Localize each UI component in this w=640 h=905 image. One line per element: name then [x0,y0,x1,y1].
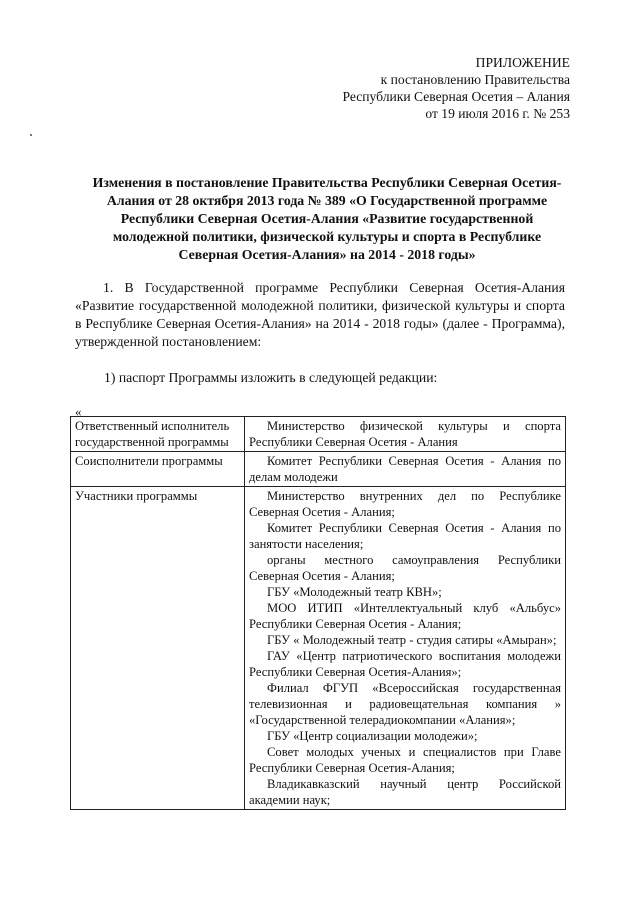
list-item: ГБУ « Молодежный театр - студия сатиры «Амыран»; [267,633,557,647]
row-content [245,417,566,452]
paragraph-1: 1. В Государственной программе Республики Северная Осетия-Алания «Развитие государственной молодежной политики, физической культуры и спорта в Республике Северная Осетия-Алания» на 2014 - 2018 годы» (далее - Программа), утвержденной постановлением: [75,280,565,349]
list-item: Владикавказский научный центр Российской академии наук; [249,777,561,807]
list-item: ГАУ «Центр патриотического воспитания молодежи Республики Северная Осетия-Алания»; [249,649,561,679]
list-item: МОО ИТИП «Интеллектуальный клуб «Альбус» Республики Северная Осетия - Алания; [249,601,561,631]
list-item: органы местного самоуправления Республики Северная Осетия - Алания; [249,553,561,583]
row-label: Участники программы [71,487,245,810]
list-item: Комитет Республики Северная Осетия - Алания по делам молодежи [249,454,561,484]
row-label: Ответственный исполнитель государственной программы [71,417,245,452]
opening-quote: « [75,404,82,419]
appendix-date-number: от 19 июля 2016 г. № 253 [425,106,570,121]
row-content [245,487,566,810]
appendix-header [270,54,570,122]
list-item: ГБУ «Центр социализации молодежи»; [267,729,478,743]
paragraph-2: 1) паспорт Программы изложить в следующей редакции: [104,370,438,385]
list-item: ГБУ «Молодежный театр КВН»; [267,585,442,599]
table-row [71,487,566,810]
document-title: Изменения в постановление Правительства Республики Северная Осетия-Алания от 28 октября 2013 года № 389 «О Государственной программе Республики Северная Осетия-Алания «Развитие государственной молодежной политики, физической культуры и спорта в Республике Северная Осетия-Алания» на 2014 - 2018 годы» [92,175,562,262]
appendix-republic: Республики Северная Осетия – Алания [342,89,570,104]
scan-speck [30,134,32,136]
list-item: Комитет Республики Северная Осетия - Алания по занятости населения; [249,521,561,551]
appendix-ref: к постановлению Правительства [380,72,570,87]
list-item: Филиал ФГУП «Всероссийская государственная телевизионная и радиовещательная компания » «Государственной телерадиокомпании «Алания»; [249,681,561,727]
list-item: Министерство внутренних дел по Республике Северная Осетия - Алания; [249,489,561,519]
table-row [71,417,566,452]
program-passport-table [70,416,566,810]
list-item: Министерство физической культуры и спорта Республики Северная Осетия - Алания [249,419,561,449]
list-item: Совет молодых ученых и специалистов при Главе Республики Северная Осетия-Алания; [249,745,561,775]
row-label: Соисполнители программы [71,452,245,487]
row-content [245,452,566,487]
appendix-label: ПРИЛОЖЕНИЕ [475,55,570,70]
table-row [71,452,566,487]
